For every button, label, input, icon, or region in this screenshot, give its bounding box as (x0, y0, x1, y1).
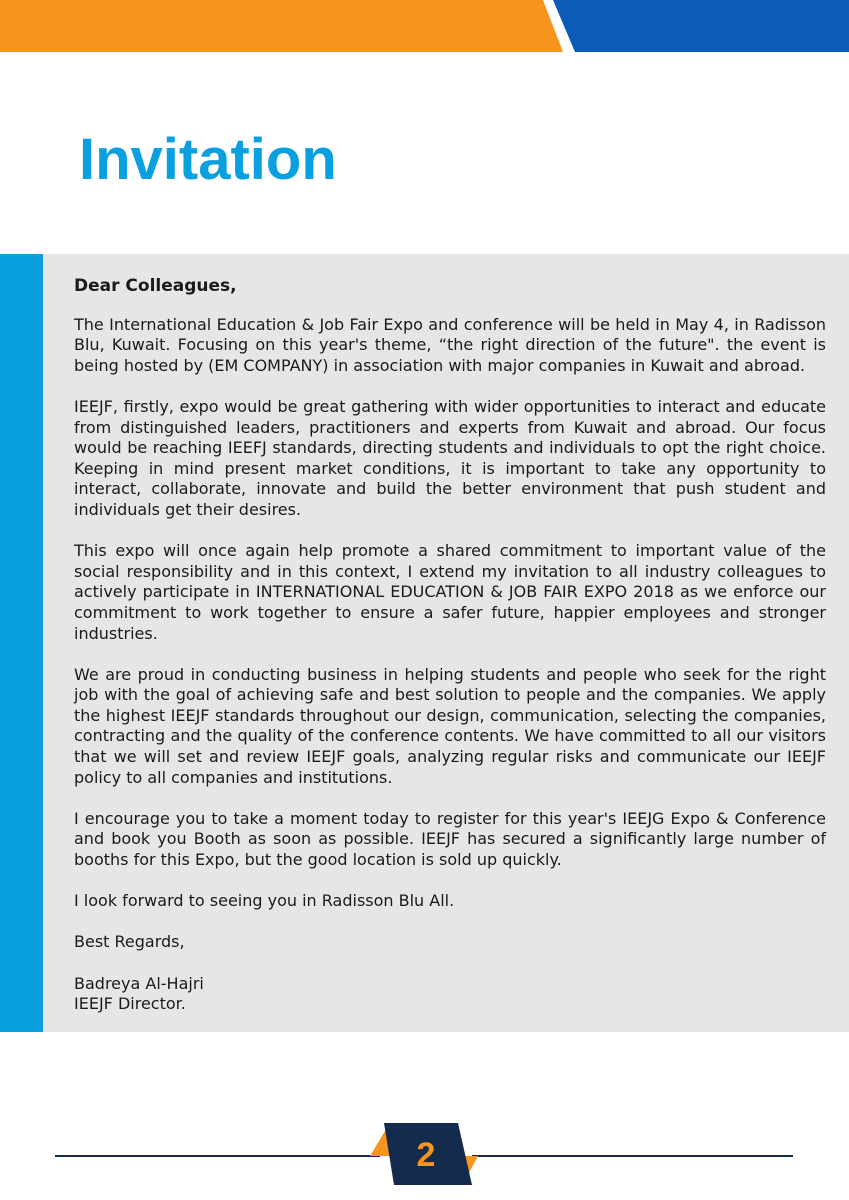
letter-body (74, 276, 826, 1015)
header-orange-stripe (0, 0, 563, 52)
letter-closing: Best Regards, (74, 932, 185, 952)
header-blue-stripe (553, 0, 849, 52)
letter-paragraph: I look forward to seeing you in Radisson Blu All. (74, 891, 455, 911)
letter-paragraph: This expo will once again help promote a shared commitment to important value of the social responsibility and in this context, I extend my invitation to all industry colleagues to actively participate in INTERNATIONAL EDUCATION & JOB FAIR EXPO 2018 as we enforce our commitment to work together to ensure a safer future, happier employees and stronger industries. (74, 541, 826, 643)
letter-paragraph: We are proud in conducting business in helping students and people who seek for the right job with the goal of achieving safe and best solution to people and the companies. We apply the highest IEEJF standards throughout our design, communication, selecting the companies, contracting and the quality of the conference contents. We have committed to all our visitors that we will set and review IEEJF goals, analyzing regular risks and communicate our IEEJF policy to all companies and institutions. (74, 664, 826, 787)
letter-paragraph: IEEJF, firstly, expo would be great gathering with wider opportunities to interact and educate from distinguished leaders, practitioners and experts from Kuwait and abroad. Our focus would be reaching IEEFJ standards, directing students and individuals to opt the right choice. Keeping in mind present market conditions, it is important to take any opportunity to interact, collaborate, innovate and build the better environment that push student and individuals get their desires. (74, 396, 826, 519)
signatory-title: IEEJF Director. (74, 994, 186, 1014)
letter-paragraph: The International Education & Job Fair Expo and conference will be held in May 4, in Radisson Blu, Kuwait. Focusing on this year's theme, “the right direction of the future". the event is being hosted by (EM COMPANY) in association with major companies in Kuwait and abroad. (74, 314, 826, 375)
header-banner (0, 0, 849, 52)
letter-greeting: Dear Colleagues, (74, 276, 237, 296)
letter-paragraph: I encourage you to take a moment today to register for this year's IEEJG Expo & Conference and book you Booth as soon as possible. IEEJF has secured a significantly large number of booths for this Expo, but the good location is sold up quickly. (74, 808, 826, 870)
letter-panel (0, 254, 849, 1032)
panel-accent-bar (0, 254, 43, 1032)
signatory-name: Badreya Al-Hajri (74, 973, 204, 993)
page-title: Invitation (79, 127, 337, 192)
page-number: 2 (416, 1136, 436, 1174)
